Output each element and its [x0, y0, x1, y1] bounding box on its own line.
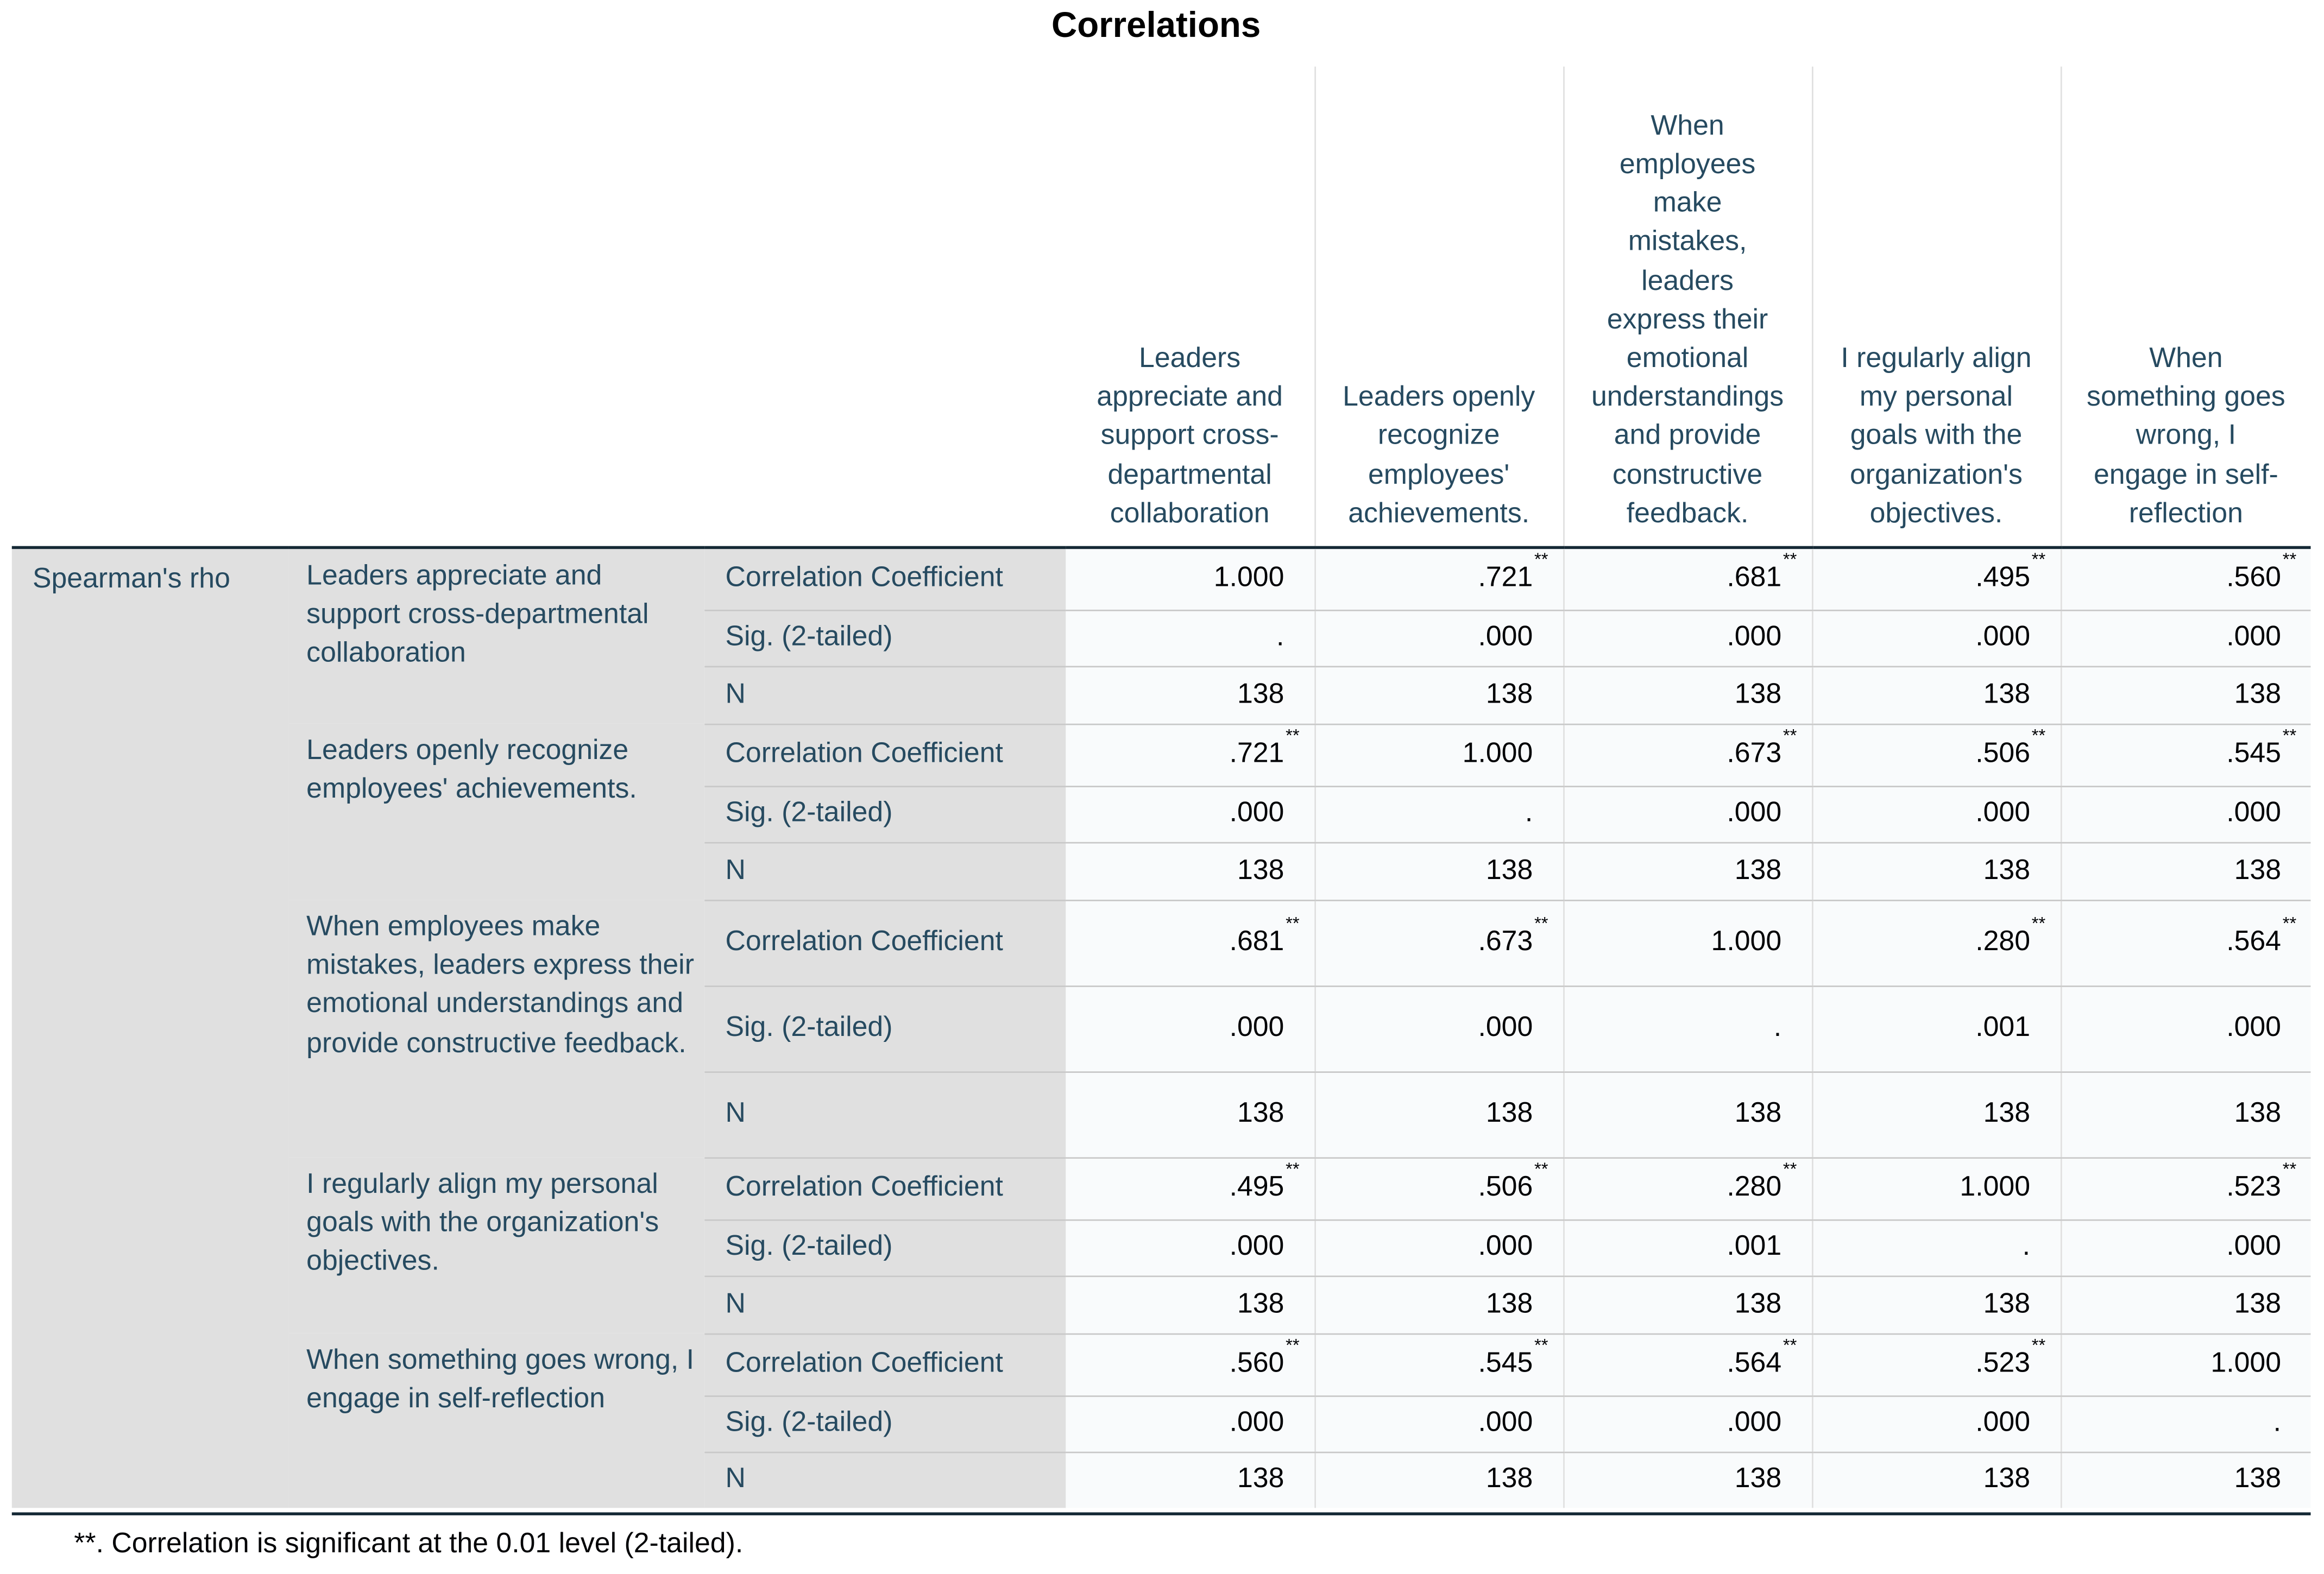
- n-value: 138: [1237, 1098, 1284, 1129]
- significance-marker: **: [2031, 549, 2046, 570]
- sig-value: .000: [1229, 1407, 1284, 1439]
- col-header-text: Leaders appreciate and support cross-departmental collaboration: [1097, 343, 1283, 530]
- coefficient-text: 1.000: [2210, 1348, 2281, 1380]
- value-cell: [1066, 985, 1314, 1071]
- sig-value: .: [1276, 621, 1284, 653]
- significance-marker: **: [1286, 1335, 1300, 1356]
- n-value: 138: [1237, 678, 1284, 710]
- value-cell: [1066, 900, 1314, 985]
- coefficient-text: .721: [1229, 738, 1284, 770]
- value-cell: [1066, 786, 1314, 842]
- value-cell: [1563, 724, 1812, 786]
- correlation-value: [1478, 1159, 1548, 1203]
- row-variable-5: When something goes wrong, I engage in self-reflection: [288, 1333, 704, 1508]
- col-header-text: I regularly align my personal goals with the organization's objectives.: [1841, 343, 2032, 530]
- value-cell: [2061, 1333, 2311, 1395]
- significance-marker: **: [2282, 1159, 2297, 1180]
- n-value: 138: [1734, 854, 1782, 886]
- correlation-value: [1478, 1335, 1548, 1380]
- sig-value: .000: [2226, 1012, 2281, 1044]
- coefficient-text: .564: [2226, 926, 2281, 958]
- n-value: 138: [1237, 1288, 1284, 1319]
- significance-marker: **: [2282, 913, 2297, 934]
- significance-marker: **: [2282, 549, 2297, 570]
- coefficient-text: .523: [2226, 1172, 2281, 1203]
- correlation-value: [1727, 1335, 1797, 1380]
- value-cell: [1812, 1157, 2061, 1219]
- n-value: 138: [2234, 678, 2281, 710]
- table-row: [12, 1333, 2311, 1395]
- n-value: 138: [1485, 1464, 1533, 1495]
- value-cell: [2061, 547, 2311, 609]
- value-cell: [1314, 724, 1563, 786]
- sig-value: .000: [1478, 1407, 1533, 1439]
- table-title: Correlations: [1051, 5, 1261, 46]
- corner-cell: [12, 67, 1066, 548]
- significance-marker: **: [2282, 725, 2297, 746]
- sig-value: .: [1525, 798, 1533, 829]
- correlation-value: [1229, 725, 1300, 770]
- n-value: 138: [1734, 678, 1782, 710]
- stat-label-sig: Sig. (2-tailed): [704, 1219, 1066, 1276]
- value-cell: [1066, 1452, 1314, 1508]
- sig-value: .000: [2226, 798, 2281, 829]
- value-cell: [2061, 1219, 2311, 1276]
- row-variable-2: Leaders openly recognize employees' achievements.: [288, 724, 704, 900]
- correlation-value: [1727, 549, 1797, 594]
- significance-marker: **: [1783, 725, 1797, 746]
- value-cell: [1066, 610, 1314, 666]
- table-row: [12, 1157, 2311, 1219]
- col-header-1: [1066, 67, 1314, 548]
- value-cell: [1563, 666, 1812, 723]
- n-value: 138: [1485, 678, 1533, 710]
- value-cell: [2061, 1395, 2311, 1452]
- value-cell: [2061, 666, 2311, 723]
- value-cell: [1563, 1071, 1812, 1157]
- coefficient-text: .495: [1975, 562, 2031, 594]
- stat-label-coef: Correlation Coefficient: [704, 900, 1066, 985]
- correlations-table: [12, 67, 2311, 1508]
- col-header-2: [1314, 67, 1563, 548]
- value-cell: [1314, 666, 1563, 723]
- value-cell: [2061, 842, 2311, 900]
- value-cell: [1563, 900, 1812, 985]
- value-cell: [1563, 547, 1812, 609]
- value-cell: [1066, 1275, 1314, 1333]
- n-value: 138: [2234, 1288, 2281, 1319]
- coefficient-text: .495: [1229, 1172, 1284, 1203]
- coefficient-text: .560: [1229, 1348, 1284, 1380]
- sig-value: .000: [1478, 1012, 1533, 1044]
- value-cell: [1812, 724, 2061, 786]
- coefficient-text: .673: [1727, 738, 1782, 770]
- coefficient-text: .545: [1478, 1348, 1533, 1380]
- correlation-value: [1229, 913, 1300, 958]
- correlation-value: [1975, 1335, 2046, 1380]
- col-header-5: [2061, 67, 2311, 548]
- significance-marker: **: [2031, 1335, 2046, 1356]
- value-cell: [1812, 666, 2061, 723]
- value-cell: [1314, 1071, 1563, 1157]
- correlation-value: [1463, 738, 1533, 769]
- row-variable-1: Leaders appreciate and support cross-departmental collaboration: [288, 547, 704, 723]
- n-value: 138: [1237, 854, 1284, 886]
- coefficient-text: .280: [1727, 1172, 1782, 1203]
- value-cell: [1812, 547, 2061, 609]
- stat-label-coef: Correlation Coefficient: [704, 1333, 1066, 1395]
- significance-marker: **: [1534, 1159, 1548, 1180]
- n-value: 138: [1485, 854, 1533, 886]
- n-value: 138: [2234, 854, 2281, 886]
- correlation-value: [2226, 549, 2297, 594]
- coefficient-text: 1.000: [1711, 926, 1782, 958]
- value-cell: [1066, 1157, 1314, 1219]
- coefficient-text: .506: [1478, 1172, 1533, 1203]
- coefficient-text: 1.000: [1462, 738, 1533, 770]
- n-value: 138: [1485, 1288, 1533, 1319]
- stat-label-n: N: [704, 1452, 1066, 1508]
- value-cell: [1314, 842, 1563, 900]
- table-row: [12, 547, 2311, 609]
- correlation-value: [1975, 913, 2046, 958]
- value-cell: [1812, 1333, 2061, 1395]
- value-cell: [1812, 786, 2061, 842]
- value-cell: [1563, 1275, 1812, 1333]
- stat-label-sig: Sig. (2-tailed): [704, 985, 1066, 1071]
- sig-value: .000: [1727, 1407, 1782, 1439]
- value-cell: [1563, 786, 1812, 842]
- col-header-text: Leaders openly recognize employees' achievements.: [1343, 382, 1535, 530]
- n-value: 138: [1734, 1464, 1782, 1495]
- significance-marker: **: [1534, 549, 1548, 570]
- value-cell: [2061, 985, 2311, 1071]
- table-bottom-rule: [12, 1512, 2311, 1515]
- n-value: 138: [2234, 1464, 2281, 1495]
- stat-label-n: N: [704, 842, 1066, 900]
- correlation-value: [2226, 913, 2297, 958]
- significance-marker: **: [1286, 725, 1300, 746]
- correlation-value: [1214, 562, 1284, 593]
- value-cell: [2061, 786, 2311, 842]
- n-value: 138: [1983, 1464, 2031, 1495]
- value-cell: [1066, 666, 1314, 723]
- value-cell: [1066, 842, 1314, 900]
- value-cell: [1314, 900, 1563, 985]
- value-cell: [1314, 1219, 1563, 1276]
- row-variable-3: When employees make mistakes, leaders express their emotional understandings and provide constructive feedback.: [288, 900, 704, 1157]
- correlation-value: [1727, 725, 1797, 770]
- correlation-value: [2226, 725, 2297, 770]
- value-cell: [2061, 1157, 2311, 1219]
- value-cell: [2061, 1452, 2311, 1508]
- value-cell: [1314, 1157, 1563, 1219]
- coefficient-text: .545: [2226, 738, 2281, 770]
- n-value: 138: [1485, 1098, 1533, 1129]
- sig-value: .000: [2226, 621, 2281, 653]
- value-cell: [2061, 610, 2311, 666]
- sig-value: .001: [1727, 1231, 1782, 1262]
- value-cell: [1314, 547, 1563, 609]
- value-cell: [1563, 985, 1812, 1071]
- value-cell: [1563, 1157, 1812, 1219]
- correlation-value: [1975, 725, 2046, 770]
- sig-value: .000: [1229, 1231, 1284, 1262]
- table-row: [12, 900, 2311, 985]
- significance-marker: **: [1286, 913, 1300, 934]
- stat-label-coef: Correlation Coefficient: [704, 724, 1066, 786]
- sig-value: .000: [2226, 1231, 2281, 1262]
- n-value: 138: [1734, 1288, 1782, 1319]
- coefficient-text: .681: [1727, 562, 1782, 594]
- stat-label-sig: Sig. (2-tailed): [704, 610, 1066, 666]
- value-cell: [1066, 1219, 1314, 1276]
- stat-label-n: N: [704, 666, 1066, 723]
- coefficient-text: .506: [1975, 738, 2031, 770]
- coefficient-text: .280: [1975, 926, 2031, 958]
- value-cell: [1066, 1333, 1314, 1395]
- stat-label-coef: Correlation Coefficient: [704, 547, 1066, 609]
- sig-value: .000: [1727, 798, 1782, 829]
- value-cell: [1314, 610, 1563, 666]
- n-value: 138: [1983, 678, 2031, 710]
- sig-value: .: [2022, 1231, 2031, 1262]
- significance-marker: **: [1783, 1335, 1797, 1356]
- coefficient-text: .681: [1229, 926, 1284, 958]
- sig-value: .000: [1727, 621, 1782, 653]
- value-cell: [1066, 724, 1314, 786]
- stat-label-sig: Sig. (2-tailed): [704, 786, 1066, 842]
- n-value: 138: [1983, 854, 2031, 886]
- correlation-value: [1711, 926, 1782, 957]
- significance-marker: **: [1783, 549, 1797, 570]
- footnote: **. Correlation is significant at the 0.01 level (2-tailed).: [74, 1528, 744, 1560]
- significance-marker: **: [1534, 913, 1548, 934]
- stat-label-coef: Correlation Coefficient: [704, 1157, 1066, 1219]
- stat-label-n: N: [704, 1071, 1066, 1157]
- value-cell: [1563, 610, 1812, 666]
- value-cell: [2061, 724, 2311, 786]
- value-cell: [1812, 1219, 2061, 1276]
- correlation-value: [2210, 1348, 2281, 1379]
- correlation-value: [2226, 1159, 2297, 1203]
- coefficient-text: 1.000: [1213, 562, 1284, 594]
- value-cell: [1314, 1452, 1563, 1508]
- coefficient-text: .673: [1478, 926, 1533, 958]
- stat-label-n: N: [704, 1275, 1066, 1333]
- correlation-value: [1960, 1172, 2030, 1203]
- significance-marker: **: [1783, 1159, 1797, 1180]
- value-cell: [1314, 1395, 1563, 1452]
- method-label: Spearman's rho: [12, 547, 289, 1508]
- coefficient-text: .560: [2226, 562, 2281, 594]
- sig-value: .000: [1975, 621, 2031, 653]
- significance-marker: **: [2031, 913, 2046, 934]
- value-cell: [1066, 1395, 1314, 1452]
- stat-label-sig: Sig. (2-tailed): [704, 1395, 1066, 1452]
- significance-marker: **: [2031, 725, 2046, 746]
- col-header-text: When employees make mistakes, leaders express their emotional understandings and provide constructive feedback.: [1591, 110, 1784, 530]
- value-cell: [1812, 1395, 2061, 1452]
- table-row: [12, 724, 2311, 786]
- col-header-text: When something goes wrong, I engage in self-reflection: [2087, 343, 2285, 530]
- value-cell: [1563, 1395, 1812, 1452]
- value-cell: [1314, 1275, 1563, 1333]
- correlation-value: [1478, 913, 1548, 958]
- n-value: 138: [2234, 1098, 2281, 1129]
- col-header-3: [1563, 67, 1812, 548]
- coefficient-text: .523: [1975, 1348, 2031, 1380]
- coefficient-text: .721: [1478, 562, 1533, 594]
- sig-value: .: [1773, 1012, 1782, 1044]
- value-cell: [1812, 610, 2061, 666]
- value-cell: [1812, 1452, 2061, 1508]
- value-cell: [1066, 1071, 1314, 1157]
- correlation-value: [1229, 1335, 1300, 1380]
- header-row: [12, 67, 2311, 548]
- row-variable-4: I regularly align my personal goals with the organization's objectives.: [288, 1157, 704, 1333]
- value-cell: [1812, 1275, 2061, 1333]
- value-cell: [2061, 900, 2311, 985]
- coefficient-text: 1.000: [1960, 1172, 2031, 1203]
- n-value: 138: [1237, 1464, 1284, 1495]
- value-cell: [1314, 786, 1563, 842]
- sig-value: .000: [1229, 798, 1284, 829]
- sig-value: .000: [1975, 798, 2031, 829]
- sig-value: .000: [1478, 621, 1533, 653]
- correlation-value: [1975, 549, 2046, 594]
- sig-value: .000: [1229, 1012, 1284, 1044]
- coefficient-text: .564: [1727, 1348, 1782, 1380]
- value-cell: [1563, 842, 1812, 900]
- n-value: 138: [1983, 1098, 2031, 1129]
- significance-marker: **: [1286, 1159, 1300, 1180]
- value-cell: [1314, 985, 1563, 1071]
- correlation-value: [1478, 549, 1548, 594]
- value-cell: [1812, 842, 2061, 900]
- value-cell: [1314, 1333, 1563, 1395]
- value-cell: [2061, 1275, 2311, 1333]
- n-value: 138: [1983, 1288, 2031, 1319]
- col-header-4: [1812, 67, 2061, 548]
- value-cell: [1812, 900, 2061, 985]
- correlation-value: [1727, 1159, 1797, 1203]
- sig-value: .000: [1478, 1231, 1533, 1262]
- sig-value: .: [2273, 1407, 2281, 1439]
- value-cell: [1812, 985, 2061, 1071]
- correlation-value: [1229, 1159, 1300, 1203]
- significance-marker: **: [1534, 1335, 1548, 1356]
- sig-value: .000: [1975, 1407, 2031, 1439]
- value-cell: [1066, 547, 1314, 609]
- n-value: 138: [1734, 1098, 1782, 1129]
- value-cell: [2061, 1071, 2311, 1157]
- sig-value: .001: [1975, 1012, 2031, 1044]
- value-cell: [1563, 1333, 1812, 1395]
- value-cell: [1563, 1219, 1812, 1276]
- value-cell: [1563, 1452, 1812, 1508]
- value-cell: [1812, 1071, 2061, 1157]
